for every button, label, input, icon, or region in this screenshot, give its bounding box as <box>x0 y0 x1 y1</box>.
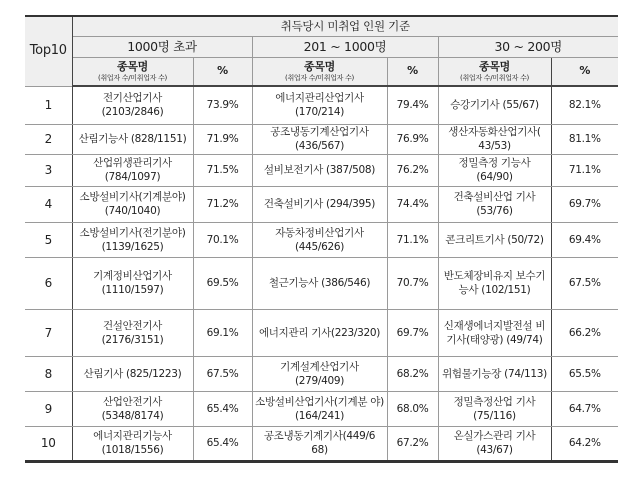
table-row <box>25 86 618 124</box>
qualification-cell: 공조냉동기계기사(449/6 68) <box>252 426 387 461</box>
name-column-note: (취업자 수/미취업자 수) <box>285 73 354 82</box>
percent-cell: 74.4% <box>387 186 438 222</box>
name-column-label: 종목명 <box>304 59 335 73</box>
qualification-cell: 소방설비산업기사(기계분 야)(164/241) <box>252 391 387 426</box>
percent-cell: 69.4% <box>551 222 618 257</box>
qualification-cell: 설비보전기사 (387/508) <box>252 154 387 186</box>
qualification-cell: 산림기사 (825/1223) <box>72 356 193 391</box>
rank-cell: 2 <box>25 124 72 154</box>
qualification-cell: 소방설비기사(전기분야) (1139/1625) <box>72 222 193 257</box>
percent-column-header: % <box>551 57 618 86</box>
percent-cell: 70.7% <box>387 257 438 309</box>
qualification-cell: 산림기능사 (828/1151) <box>72 124 193 154</box>
percent-cell: 69.1% <box>193 309 252 356</box>
percent-cell: 71.1% <box>551 154 618 186</box>
qualification-cell: 건축설비산업 기사(53/76) <box>438 186 551 222</box>
employment-table <box>25 15 618 463</box>
name-column-note: (취업자 수/미취업자 수) <box>460 73 529 82</box>
percent-cell: 71.9% <box>193 124 252 154</box>
qualification-cell: 공조냉동기계산업기사 (436/567) <box>252 124 387 154</box>
qualification-cell: 전기산업기사 (2103/2846) <box>72 86 193 124</box>
percent-cell: 69.7% <box>551 186 618 222</box>
percent-cell: 71.5% <box>193 154 252 186</box>
percent-cell: 64.2% <box>551 426 618 461</box>
percent-cell: 66.2% <box>551 309 618 356</box>
percent-cell: 76.9% <box>387 124 438 154</box>
rank-cell: 4 <box>25 186 72 222</box>
table-row <box>25 391 618 426</box>
qualification-cell: 건축설비기사 (294/395) <box>252 186 387 222</box>
percent-cell: 67.5% <box>193 356 252 391</box>
percent-cell: 69.7% <box>387 309 438 356</box>
qualification-cell: 반도체장비유지 보수기능사 (102/151) <box>438 257 551 309</box>
qualification-cell: 에너지관리산업기사 (170/214) <box>252 86 387 124</box>
rank-cell: 6 <box>25 257 72 309</box>
qualification-cell: 에너지관리기능사 (1018/1556) <box>72 426 193 461</box>
table-row <box>25 309 618 356</box>
percent-cell: 71.1% <box>387 222 438 257</box>
percent-cell: 73.9% <box>193 86 252 124</box>
percent-cell: 68.0% <box>387 391 438 426</box>
qualification-cell: 승강기기사 (55/67) <box>438 86 551 124</box>
name-column-header <box>252 57 387 86</box>
qualification-cell: 철근기능사 (386/546) <box>252 257 387 309</box>
rank-cell: 3 <box>25 154 72 186</box>
table-title: 취득당시 미취업 인원 기준 <box>72 16 618 36</box>
name-column-note: (취업자 수/미취업자 수) <box>98 73 167 82</box>
table-row <box>25 154 618 186</box>
rank-cell: 9 <box>25 391 72 426</box>
qualification-cell: 정밀측정 기능사(64/90) <box>438 154 551 186</box>
percent-column-header: % <box>387 57 438 86</box>
rank-cell: 10 <box>25 426 72 461</box>
table-row <box>25 426 618 461</box>
qualification-cell: 에너지관리 기사(223/320) <box>252 309 387 356</box>
qualification-cell: 기계설계산업기사 (279/409) <box>252 356 387 391</box>
qualification-cell: 생산자동화산업기사( 43/53) <box>438 124 551 154</box>
percent-cell: 65.4% <box>193 426 252 461</box>
top10-header: Top10 <box>25 16 72 86</box>
rank-cell: 1 <box>25 86 72 124</box>
percent-cell: 81.1% <box>551 124 618 154</box>
percent-column-header: % <box>193 57 252 86</box>
percent-cell: 69.5% <box>193 257 252 309</box>
group-header-1000-plus: 1000명 초과 <box>72 36 252 57</box>
name-column-header <box>438 57 551 86</box>
qualification-cell: 소방설비기사(기계분야) (740/1040) <box>72 186 193 222</box>
qualification-cell: 신재생에너지발전설 비기사(태양광) (49/74) <box>438 309 551 356</box>
qualification-cell: 산업위생관리기사 (784/1097) <box>72 154 193 186</box>
percent-cell: 70.1% <box>193 222 252 257</box>
qualification-cell: 산업안전기사 (5348/8174) <box>72 391 193 426</box>
qualification-cell: 콘크리트기사 (50/72) <box>438 222 551 257</box>
qualification-cell: 위험물기능장 (74/113) <box>438 356 551 391</box>
percent-cell: 67.2% <box>387 426 438 461</box>
percent-cell: 64.7% <box>551 391 618 426</box>
table-row <box>25 356 618 391</box>
table-row <box>25 257 618 309</box>
qualification-cell: 온실가스관리 기사(43/67) <box>438 426 551 461</box>
name-column-header <box>72 57 193 86</box>
percent-cell: 76.2% <box>387 154 438 186</box>
percent-cell: 65.4% <box>193 391 252 426</box>
table-row <box>25 124 618 154</box>
percent-cell: 71.2% <box>193 186 252 222</box>
name-column-label: 종목명 <box>479 59 510 73</box>
percent-cell: 82.1% <box>551 86 618 124</box>
rank-cell: 7 <box>25 309 72 356</box>
percent-cell: 67.5% <box>551 257 618 309</box>
qualification-cell: 기계정비산업기사 (1110/1597) <box>72 257 193 309</box>
name-column-label: 종목명 <box>117 59 148 73</box>
percent-cell: 68.2% <box>387 356 438 391</box>
group-header-201-1000: 201 ~ 1000명 <box>252 36 438 57</box>
percent-cell: 79.4% <box>387 86 438 124</box>
group-header-30-200: 30 ~ 200명 <box>438 36 618 57</box>
table-row <box>25 186 618 222</box>
table-row <box>25 222 618 257</box>
qualification-cell: 자동차정비산업기사 (445/626) <box>252 222 387 257</box>
rank-cell: 8 <box>25 356 72 391</box>
percent-cell: 65.5% <box>551 356 618 391</box>
qualification-cell: 정밀측정산업 기사(75/116) <box>438 391 551 426</box>
rank-cell: 5 <box>25 222 72 257</box>
qualification-cell: 건설안전기사 (2176/3151) <box>72 309 193 356</box>
